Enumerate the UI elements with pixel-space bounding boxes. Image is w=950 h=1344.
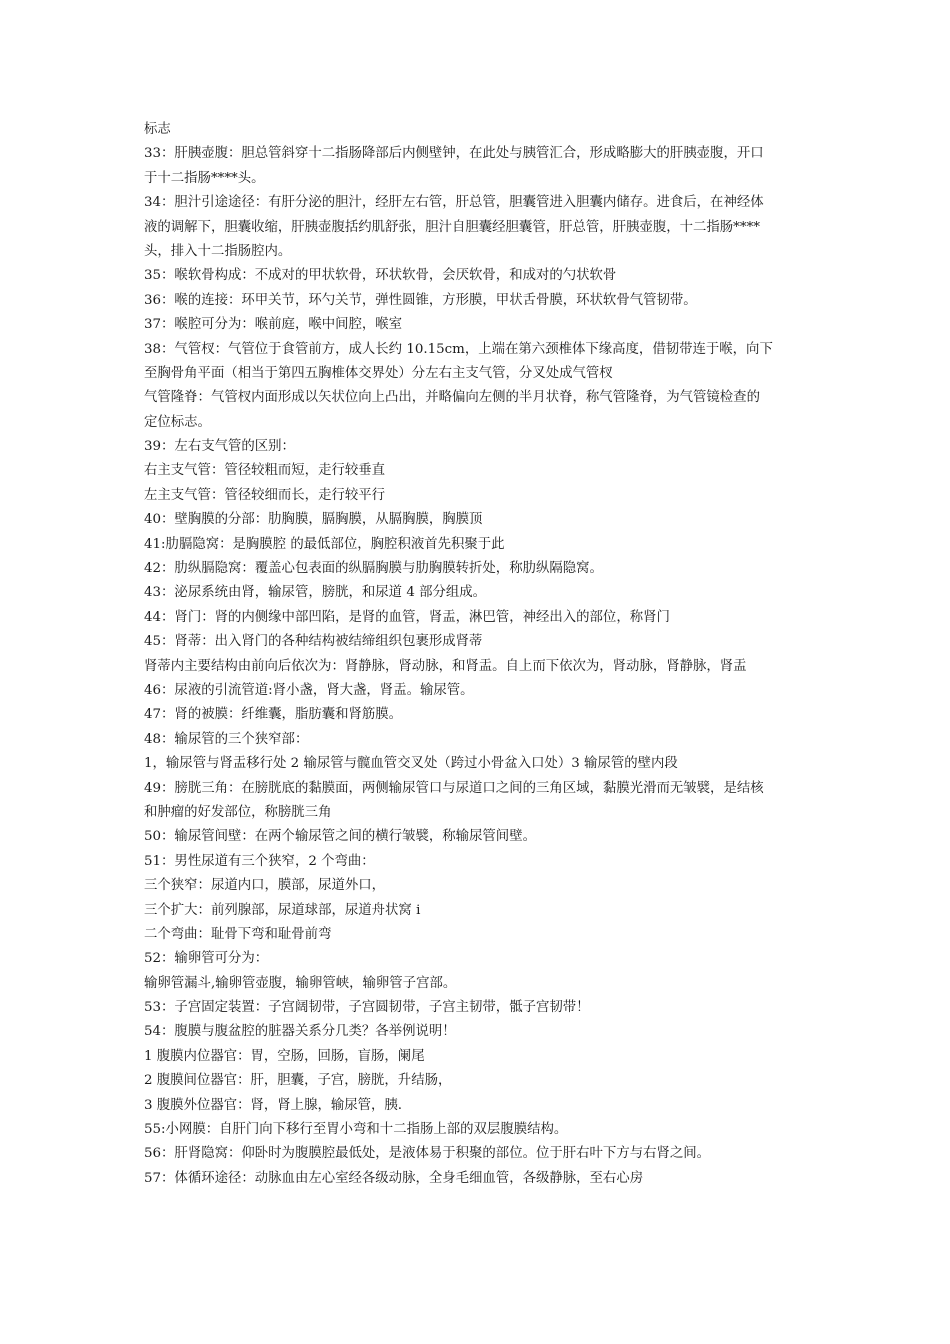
text-line: 二个弯曲：耻骨下弯和耻骨前弯 xyxy=(144,926,332,942)
text-line: 三个狭窄：尿道内口，膜部，尿道外口， xyxy=(144,878,386,894)
text-line: 55:小网膜：自肝门向下移行至胃小弯和十二指肠上部的双层腹膜结构。 xyxy=(144,1122,568,1138)
text-line: 39：左右支气管的区别： xyxy=(144,439,295,455)
text-line: 2 腹膜间位器官：肝，胆囊，子宫，膀胱，升结肠， xyxy=(144,1073,452,1089)
text-line: 42：肋纵膈隐窝：覆盖心包表面的纵膈胸膜与肋胸膜转折处，称肋纵隔隐窝。 xyxy=(144,561,603,577)
text-line: 34：胆汁引途途径：有肝分泌的胆汁，经肝左右管，肝总管，胆囊管进入胆囊内储存。进食后，在神经体 xyxy=(144,195,764,211)
text-line: 三个扩大：前列腺部，尿道球部，尿道舟状窝 i xyxy=(144,902,421,918)
text-line: 1 腹膜内位器官：胃，空肠，回肠，盲肠，阑尾 xyxy=(144,1048,425,1064)
text-line: 50：输尿管间壁：在两个输尿管之间的横行皱襞，称输尿管间壁。 xyxy=(144,829,536,845)
text-line: 液的调解下，胆囊收缩，肝胰壶腹括约肌舒张，胆汁自胆囊经胆囊管，肝总管，肝胰壶腹，十二指肠**** xyxy=(144,219,760,235)
text-line: 45：肾蒂：出入肾门的各种结构被结缔组织包裹形成肾蒂 xyxy=(144,634,483,650)
text-line: 44：肾门：肾的内侧缘中部凹陷，是肾的血管，肾盂，淋巴管，神经出入的部位，称肾门 xyxy=(144,609,670,625)
text-line: 左主支气管：管径较细而长，走行较平行 xyxy=(144,487,386,503)
text-line: 41:肋膈隐窝：是胸膜腔 的最低部位，胸腔积液首先积聚于此 xyxy=(144,536,505,552)
text-line: 1，输尿管与肾盂移行处 2 输尿管与髋血管交叉处（跨过小骨盆入口处）3 输尿管的壁内段 xyxy=(144,756,678,772)
text-line: 40：壁胸膜的分部：肋胸膜，膈胸膜，从膈胸膜，胸膜顶 xyxy=(144,512,483,528)
text-line: 33：肝胰壶腹：胆总管斜穿十二指肠降部后内侧壁钟，在此处与胰管汇合，形成略膨大的肝胰壶腹，开口 xyxy=(144,146,764,162)
document-body xyxy=(144,118,816,1191)
text-line: 肾蒂内主要结构由前向后依次为：肾静脉，肾动脉，和肾盂。自上而下依次为，肾动脉，肾静脉，肾盂 xyxy=(144,658,747,674)
text-line: 38：气管杈：气管位于食管前方，成人长约 10.15cm，上端在第六颈椎体下缘高度，借韧带连于喉，向下 xyxy=(144,341,773,357)
text-line: 定位标志。 xyxy=(144,414,211,430)
text-line: 标志 xyxy=(144,122,171,137)
text-line: 48：输尿管的三个狭窄部： xyxy=(144,731,309,747)
text-line: 52：输卵管可分为： xyxy=(144,951,269,967)
text-line: 输卵管漏斗,输卵管壶腹，输卵管峡，输卵管子宫部。 xyxy=(144,975,457,991)
text-line: 36：喉的连接：环甲关节，环勺关节，弹性圆锥，方形膜，甲状舌骨膜，环状软骨气管韧带。 xyxy=(144,292,697,308)
text-line: 53：子宫固定装置：子宫阔韧带，子宫圆韧带，子宫主韧带，骶子宫韧带！ xyxy=(144,1000,590,1016)
text-line: 右主支气管：管径较粗而短，走行较垂直 xyxy=(144,463,386,479)
text-line: 49：膀胱三角：在膀胱底的黏膜面，两侧输尿管口与尿道口之间的三角区域，黏膜光滑而无皱襞，是结核 xyxy=(144,780,764,796)
text-line: 51：男性尿道有三个狭窄，2 个弯曲： xyxy=(144,853,375,869)
text-line: 56：肝肾隐窝：仰卧时为腹膜腔最低处，是液体易于积聚的部位。位于肝右叶下方与右肾之间。 xyxy=(144,1146,711,1162)
text-line: 57：体循环途径：动脉血由左心室经各级动脉，全身毛细血管，各级静脉，至右心房 xyxy=(144,1170,644,1186)
text-line: 3 腹膜外位器官：肾，肾上腺，输尿管，胰. xyxy=(144,1097,403,1113)
text-line: 35：喉软骨构成：不成对的甲状软骨，环状软骨，会厌软骨，和成对的勺状软骨 xyxy=(144,268,617,284)
text-line: 43：泌尿系统由肾，输尿管，膀胱，和尿道 4 部分组成。 xyxy=(144,585,487,601)
text-line: 于十二指肠****头。 xyxy=(144,170,265,186)
text-line: 46：尿液的引流管道:肾小盏，肾大盏，肾盂。输尿管。 xyxy=(144,682,474,698)
text-line: 气管隆脊：气管杈内面形成以矢状位向上凸出，并略偏向左侧的半月状脊，称气管隆脊，为气管镜检查的 xyxy=(144,390,760,406)
text-line: 至胸骨角平面（相当于第四五胸椎体交界处）分左右主支气管，分叉处成气管杈 xyxy=(144,365,613,381)
text-line: 37：喉腔可分为：喉前庭，喉中间腔，喉室 xyxy=(144,317,403,333)
text-line: 54：腹膜与腹盆腔的脏器关系分几类？各举例说明！ xyxy=(144,1024,456,1040)
text-line: 和肿瘤的好发部位，称膀胱三角 xyxy=(144,804,332,820)
text-line: 头，排入十二指肠腔内。 xyxy=(144,243,292,259)
text-line: 47：肾的被膜：纤维囊，脂肪囊和肾筋膜。 xyxy=(144,707,403,723)
